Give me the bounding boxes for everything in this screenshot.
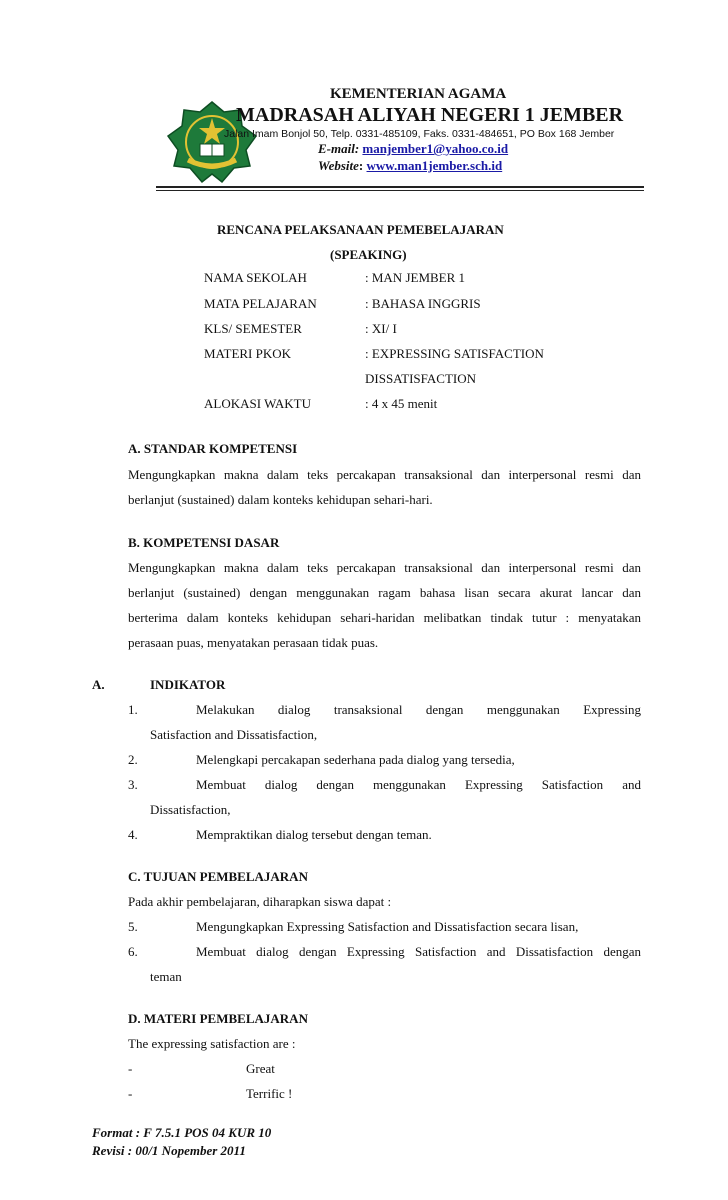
school-name: MADRASAH ALIYAH NEGERI 1 JEMBER — [236, 104, 624, 126]
info-value-5: DISSATISFACTION — [365, 371, 476, 386]
website-label: Website — [318, 158, 359, 173]
footer-format: Format : F 7.5.1 POS 04 KUR 10 — [92, 1125, 272, 1140]
section-standar-heading: A. STANDAR KOMPETENSI — [128, 441, 298, 456]
indikator-num-4: 4. — [128, 827, 138, 842]
email-label: E-mail: — [318, 141, 360, 156]
indikator-item-3-line-2: Dissatisfaction, — [150, 802, 231, 817]
section-tujuan-heading: C. TUJUAN PEMBELAJARAN — [128, 869, 308, 884]
ministry-name: KEMENTERIAN AGAMA — [330, 86, 507, 102]
section-indikator-heading: INDIKATOR — [150, 677, 226, 692]
school-address: Jalan Imam Bonjol 50, Telp. 0331-485109, Faks. 0331-484651, PO Box 168 Jember — [224, 128, 615, 140]
tujuan-num-6: 6. — [128, 944, 138, 959]
header-rule-thick — [156, 186, 644, 188]
standar-line-2: berlanjut (sustained) dalam konteks kehidupan sehari-hari. — [128, 492, 433, 507]
info-label-6: ALOKASI WAKTU — [204, 396, 312, 411]
email-link[interactable]: manjember1@yahoo.co.id — [362, 141, 509, 156]
info-label-1: NAMA SEKOLAH — [204, 270, 307, 285]
section-kompetensi-heading: B. KOMPETENSI DASAR — [128, 535, 280, 550]
tujuan-num-5: 5. — [128, 919, 138, 934]
tujuan-intro: Pada akhir pembelajaran, diharapkan siswa dapat : — [128, 894, 392, 909]
materi-bullet-2: - — [128, 1086, 133, 1101]
materi-item-2: Terrific ! — [246, 1086, 293, 1101]
indikator-item-1-line-1: Melakukan dialog transaksional dengan menggunakan Expressing — [196, 702, 641, 717]
indikator-item-3-line-1: Membuat dialog dengan menggunakan Expressing Satisfaction and — [196, 777, 641, 792]
kompetensi-line-3: berterima dalam konteks kehidupan sehari-haridan melibatkan tindak tutur : menyatakan — [128, 610, 641, 625]
materi-item-1: Great — [246, 1061, 275, 1076]
indikator-num-3: 3. — [128, 777, 138, 792]
kompetensi-line-2: berlanjut (sustained) dengan menggunakan ragam bahasa lisan secara akurat lancar dan — [128, 585, 641, 600]
document-title: RENCANA PELAKSANAAN PEMEBELAJARAN — [217, 222, 504, 237]
kompetensi-line-4: perasaan puas, menyatakan perasaan tidak puas. — [128, 635, 379, 650]
kompetensi-line-1: Mengungkapkan makna dalam teks percakapan transaksional dan interpersonal resmi dan — [128, 560, 641, 575]
website-line — [318, 158, 502, 174]
standar-line-1: Mengungkapkan makna dalam teks percakapan transaksional dan interpersonal resmi dan — [128, 467, 641, 482]
info-value-6: : 4 x 45 menit — [365, 396, 438, 411]
info-value-2: : BAHASA INGGRIS — [365, 296, 481, 311]
tujuan-item-6-line-1: Membuat dialog dengan Expressing Satisfaction and Dissatisfaction dengan — [196, 944, 641, 959]
footer-revisi: Revisi : 00/1 Nopember 2011 — [92, 1143, 246, 1158]
indikator-letter: A. — [92, 677, 105, 692]
email-line — [318, 141, 508, 157]
indikator-item-2-line-1: Melengkapi percakapan sederhana pada dialog yang tersedia, — [196, 752, 515, 767]
header-rule-thin — [156, 190, 644, 191]
indikator-item-4-line-1: Mempraktikan dialog tersebut dengan teman. — [196, 827, 432, 842]
section-materi-heading: D. MATERI PEMBELAJARAN — [128, 1011, 308, 1026]
materi-bullet-1: - — [128, 1061, 133, 1076]
website-link[interactable]: www.man1jember.sch.id — [366, 158, 503, 173]
info-value-1: : MAN JEMBER 1 — [365, 270, 466, 285]
info-value-3: : XI/ I — [365, 321, 397, 336]
indikator-item-1-line-2: Satisfaction and Dissatisfaction, — [150, 727, 318, 742]
info-label-3: KLS/ SEMESTER — [204, 321, 302, 336]
indikator-num-1: 1. — [128, 702, 138, 717]
tujuan-item-5-line-1: Mengungkapkan Expressing Satisfaction and Dissatisfaction secara lisan, — [196, 919, 579, 934]
website-separator: : — [358, 158, 364, 173]
indikator-num-2: 2. — [128, 752, 138, 767]
materi-intro: The expressing satisfaction are : — [128, 1036, 296, 1051]
info-value-4: : EXPRESSING SATISFACTION — [365, 346, 544, 361]
info-label-4: MATERI PKOK — [204, 346, 292, 361]
document-subtitle: (SPEAKING) — [330, 247, 407, 262]
info-label-2: MATA PELAJARAN — [204, 296, 317, 311]
tujuan-item-6-line-2: teman — [150, 969, 182, 984]
